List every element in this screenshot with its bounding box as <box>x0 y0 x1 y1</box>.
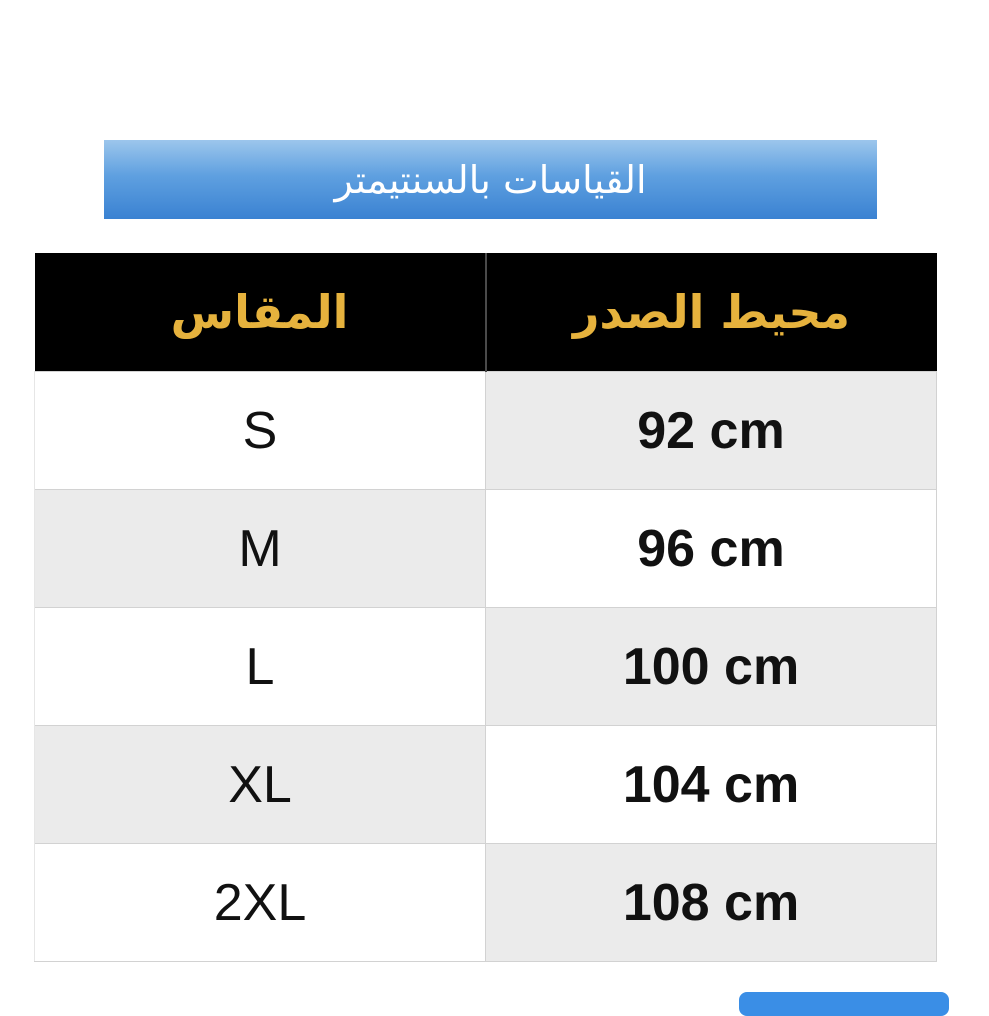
corner-action-button[interactable] <box>739 992 949 1016</box>
size-cell: XL <box>35 726 486 844</box>
chest-cell: 92 cm <box>486 372 937 490</box>
size-cell: M <box>35 490 486 608</box>
table-row <box>35 490 937 608</box>
size-cell: 2XL <box>35 844 486 962</box>
table-row <box>35 726 937 844</box>
size-cell: S <box>35 372 486 490</box>
title-banner <box>104 140 877 219</box>
table-row <box>35 608 937 726</box>
table-header-row <box>35 253 937 372</box>
header-size: المقاس <box>35 253 486 372</box>
size-cell: L <box>35 608 486 726</box>
chest-cell: 108 cm <box>486 844 937 962</box>
table-title: القياسات بالسنتيمتر <box>334 157 647 202</box>
table-row <box>35 844 937 962</box>
size-chart-table <box>34 253 937 962</box>
chest-cell: 96 cm <box>486 490 937 608</box>
chest-cell: 100 cm <box>486 608 937 726</box>
header-chest-circumference: محيط الصدر <box>486 253 937 372</box>
table-row <box>35 372 937 490</box>
chest-cell: 104 cm <box>486 726 937 844</box>
